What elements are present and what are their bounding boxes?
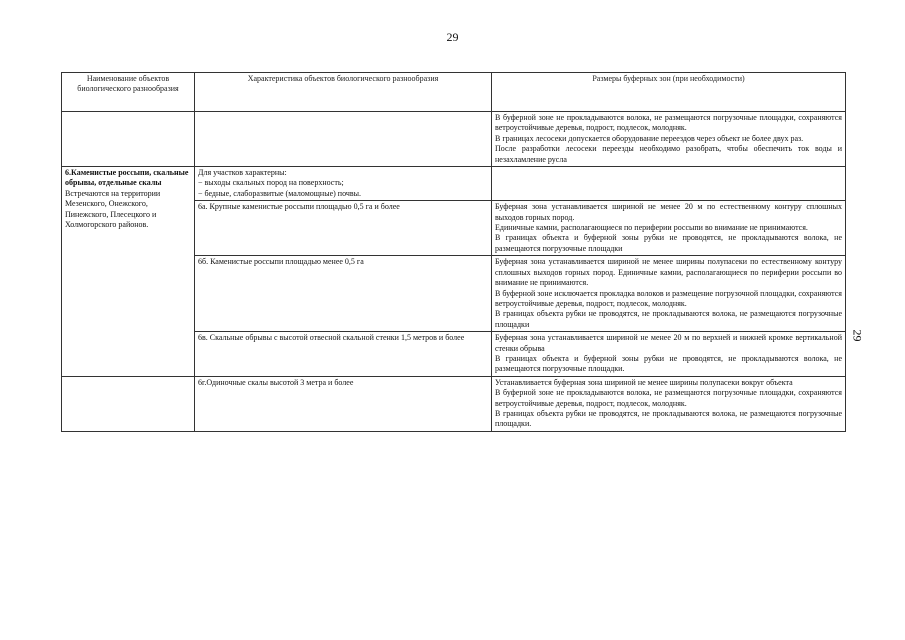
biodiversity-table bbox=[61, 72, 846, 432]
table-row-continuation bbox=[62, 112, 846, 167]
buffer-text: В границах объекта рубки не проводятся, не прокладываются волока, не размещаются погрузочные площадки bbox=[495, 309, 842, 329]
cell-6d-buffer bbox=[492, 376, 846, 431]
section-note: Встречаются на территории Мезенского, Онежского, Пинежского, Плесецкого и Холмогорского районов. bbox=[65, 188, 161, 230]
table-row-section6-intro bbox=[62, 167, 846, 201]
buffer-text: В границах объекта и буферной зоны рубки не проводятся, не прокладываются волока, не размещаются погрузочные площадки. bbox=[495, 353, 842, 374]
buffer-text: Буферная зона устанавливается шириной не менее 20 м по верхней и нижней кромке вертикальной стенки обрыва bbox=[495, 333, 842, 353]
cell-empty bbox=[62, 376, 195, 431]
section-title: 6.Каменистые россыпи, скальные обрывы, отдельные скалы bbox=[65, 168, 189, 188]
cell-6c-buffer bbox=[492, 332, 846, 377]
buffer-text: В границах объекта и буферной зоны рубки не проводятся, не прокладываются волока, не размещаются погрузочные площадки bbox=[495, 233, 842, 253]
table-row-6d bbox=[62, 376, 846, 431]
cell-buffer-continuation bbox=[492, 112, 846, 167]
buffer-text: Устанавливается буферная зона шириной не менее ширины полупасеки вокруг объекта bbox=[495, 377, 793, 387]
buffer-text: Единичные камни, располагающиеся по периферии россыпи во внимание не принимаются. bbox=[495, 223, 808, 233]
page-number-top: 29 bbox=[446, 30, 459, 44]
intro-text: Для участков характерны: bbox=[198, 168, 287, 178]
cell-empty bbox=[195, 112, 492, 167]
buffer-text: После разработки лесосеки переезды необходимо разобрать, чтобы обеспечить ток воды и незахламление русла bbox=[495, 144, 842, 164]
page-number-side: 29 bbox=[850, 329, 865, 342]
cell-6d-name: 6г.Одиночные скалы высотой 3 метра и более bbox=[195, 376, 492, 431]
header-col2: Характеристика объектов биологического разнообразия bbox=[195, 73, 492, 112]
cell-section6-name bbox=[62, 167, 195, 377]
intro-text: − выходы скальных пород на поверхность; bbox=[198, 178, 344, 188]
cell-6c-name: 6в. Скальные обрывы с высотой отвесной скальной стенки 1,5 метров и более bbox=[195, 332, 492, 377]
cell-empty bbox=[62, 112, 195, 167]
buffer-text: Буферная зона устанавливается шириной не менее 20 м по естественному контуру сплошных выходов горных пород. bbox=[495, 202, 842, 222]
table-header-row bbox=[62, 73, 846, 112]
cell-6a-buffer bbox=[492, 201, 846, 256]
intro-text: − бедные, слаборазвитые (маломощные) почвы. bbox=[198, 188, 362, 198]
header-col3: Размеры буферных зон (при необходимости) bbox=[492, 73, 846, 112]
buffer-text: Буферная зона устанавливается шириной не менее ширины полупасеки по естественному контуру сплошных выходов горных пород. Единичные камни, располагающиеся по периферии россыпи во внимание не принимаются. bbox=[495, 257, 842, 288]
header-col1: Наименование объектов биологического разнообразия bbox=[62, 73, 195, 112]
cell-6b-buffer bbox=[492, 256, 846, 332]
cell-6b-name: 6б. Каменистые россыпи площадью менее 0,5 га bbox=[195, 256, 492, 332]
cell-section6-intro bbox=[195, 167, 492, 201]
buffer-text: В буферной зоне не прокладываются волока, не размещаются погрузочные площадки, сохраняются ветроустойчивые деревья, подрост, подлесок, молодняк. bbox=[495, 388, 842, 408]
cell-6a-name: 6а. Крупные каменистые россыпи площадью 0,5 га и более bbox=[195, 201, 492, 256]
buffer-text: В буферной зоне не прокладываются волока, не размещаются погрузочные площадки, сохраняются ветроустойчивые деревья, подрост, подлесок, молодняк. bbox=[495, 113, 842, 133]
cell-empty bbox=[492, 167, 846, 201]
buffer-text: В границах лесосеки допускается оборудование переездов через объект не более двух раз. bbox=[495, 133, 804, 143]
buffer-text: В буферной зоне исключается прокладка волоков и размещение погрузочной площадки, сохраняются ветроустойчивые деревья, подрост, подлесок, молодняк. bbox=[495, 288, 842, 308]
buffer-text: В границах объекта рубки не проводятся, не прокладываются волока, не размещаются погрузочные площадки. bbox=[495, 408, 842, 429]
